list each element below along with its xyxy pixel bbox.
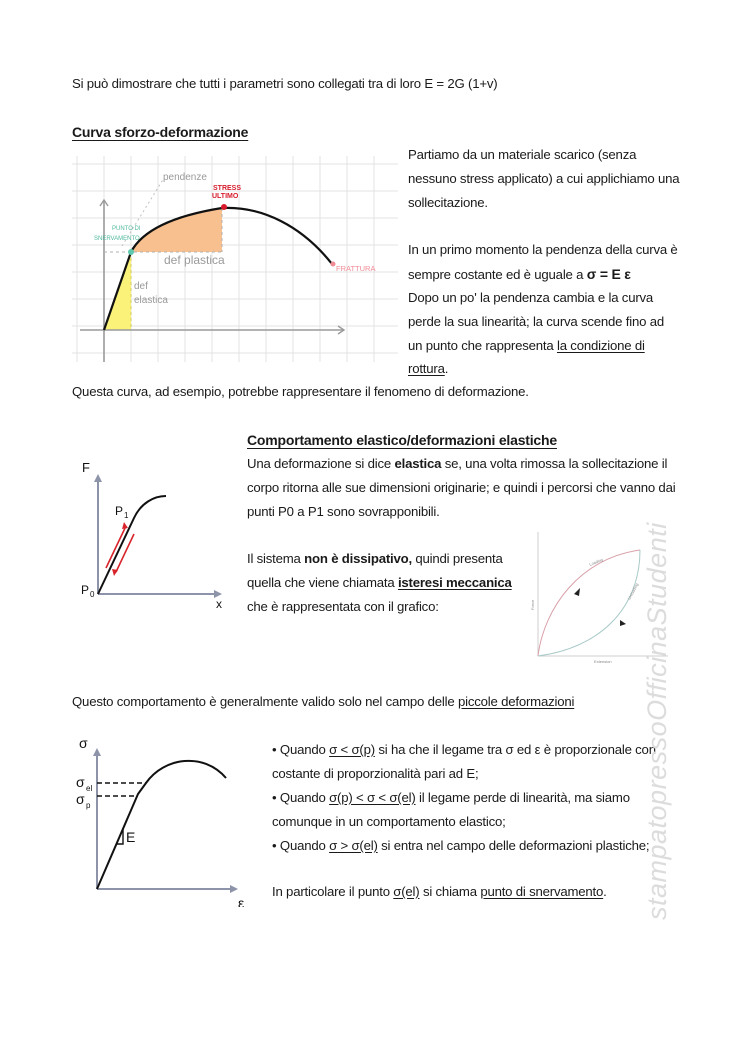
label-sigma-el-sub: el: [86, 784, 93, 793]
text: Una deformazione si dice: [247, 456, 395, 471]
paragraph-2-line-2: [408, 262, 631, 287]
text: quindi presenta: [411, 551, 503, 566]
elastic-line-6: che è rappresentata con il grafico:: [247, 599, 439, 614]
text: Il sistema: [247, 551, 305, 566]
text: • Quando: [272, 742, 330, 757]
label-force: Force: [530, 599, 535, 610]
label-p0-sub: 0: [90, 590, 95, 599]
text: In particolare il punto: [272, 884, 394, 899]
sigma-el-ref: σ(el): [393, 884, 420, 899]
paragraph-2-line-1: In un primo momento la pendenza della curva è: [408, 242, 678, 257]
text: si ha che il legame tra σ ed ε è proporzionale con: [374, 742, 656, 757]
bullet-2-line-1: [272, 786, 630, 810]
paragraph-2-line-3: Dopo un po' la pendenza cambia e la curva: [408, 290, 654, 305]
text: si chiama: [419, 884, 481, 899]
text: sempre costante ed è uguale a: [408, 267, 587, 282]
stress-strain-figure: [72, 156, 398, 362]
se-x-label: ε: [238, 895, 245, 907]
se-y-label: σ: [79, 735, 88, 751]
elastic-line-2: corpo ritorna alle sue dimensioni originarie; e quindi i percorsi che vanno dai: [247, 480, 676, 495]
label-snervamento: SNERVAMENTO: [94, 236, 140, 242]
paragraph-2-line-4: perde la sua linearità; la curva scende fino ad: [408, 314, 664, 329]
text: Questo comportamento è generalmente valido solo nel campo delle: [72, 694, 458, 709]
sigma-epsilon-figure: [74, 732, 254, 907]
label-extension: Extension: [594, 659, 612, 664]
text: quella che viene chiamata: [247, 575, 398, 590]
fx-y-label: F: [82, 460, 90, 475]
yield-point-line: [272, 880, 607, 904]
label-frattura: FRATTURA: [336, 264, 376, 273]
small-def-line: [72, 690, 574, 714]
label-pendenze: pendenze: [163, 172, 207, 183]
elastic-line-1: [247, 452, 667, 476]
elastic-line-5: [247, 571, 512, 595]
watermark: stampatopressoOfficinaStudenti: [642, 522, 672, 920]
label-loading: Loading: [588, 556, 604, 567]
closing-text: Questa curva, ad esempio, potrebbe rappresentare il fenomeno di deformazione.: [72, 384, 529, 399]
text: se, una volta rimossa la sollecitazione il: [441, 456, 668, 471]
bullet-1-line-2: costante di proporzionalità pari ad E;: [272, 766, 479, 781]
section-heading-stress-strain: Curva sforzo-deformazione: [72, 124, 249, 140]
link-punto-snervamento: punto di snervamento: [480, 884, 604, 899]
yield-point: [128, 249, 134, 255]
bold-elastica: elastica: [394, 456, 442, 471]
paragraph-1-line-1: Partiamo da un materiale scarico (senza: [408, 147, 637, 162]
label-def-plastica: def plastica: [164, 253, 225, 267]
bullet-3-line-1: [272, 834, 649, 858]
text: un punto che rappresenta: [408, 338, 557, 353]
text: .: [444, 361, 449, 376]
elastic-line-3: punti P0 a P1 sono sovrapponibili.: [247, 504, 440, 519]
fx-curve: [98, 496, 166, 594]
plastic-area: [131, 208, 222, 252]
label-def: def: [134, 281, 148, 292]
fracture-point: [331, 262, 336, 267]
link-piccole-deformazioni: piccole deformazioni: [458, 694, 575, 709]
label-p1: P: [115, 504, 124, 518]
label-unloading: Unloading: [626, 582, 640, 601]
label-p1-sub: 1: [124, 511, 129, 520]
fx-x-label: x: [216, 597, 222, 610]
label-sigma-p-sub: p: [86, 801, 91, 810]
formula-hooke: σ = E ε: [586, 266, 631, 282]
label-p0: P: [81, 583, 90, 597]
condition-3: σ > σ(el): [329, 838, 378, 853]
text: il legame perde di linearità, ma siamo: [415, 790, 630, 805]
ultimate-point: [221, 204, 227, 210]
label-elastica: elastica: [134, 295, 168, 306]
bullet-2-line-2: comunque in un comportamento elastico;: [272, 814, 506, 829]
force-displacement-figure: [76, 458, 236, 610]
label-slope-e: E: [126, 829, 136, 845]
paragraph-2-line-6: [408, 357, 448, 381]
condition-2: σ(p) < σ < σ(el): [329, 790, 416, 805]
link-condizione: la condizione di: [556, 338, 645, 353]
label-stress: STRESS: [213, 185, 242, 192]
bullet-1-line-1: [272, 738, 656, 762]
condition-1: σ < σ(p): [329, 742, 375, 757]
paragraph-1-line-3: sollecitazione.: [408, 195, 488, 210]
paragraph-1-line-2: nessuno stress applicato) a cui applichiamo una: [408, 171, 680, 186]
elastic-line-4: [247, 547, 503, 571]
section-heading-elastic: Comportamento elastico/deformazioni elastiche: [247, 432, 557, 448]
text: si entra nel campo delle deformazioni plastiche;: [377, 838, 650, 853]
text: .: [603, 884, 607, 899]
paragraph-2-line-5: [408, 334, 645, 358]
link-rottura: rottura: [408, 361, 445, 376]
link-isteresi: isteresi meccanica: [397, 575, 512, 590]
label-punto-di: PUNTO DI: [112, 226, 141, 232]
text: • Quando: [272, 838, 330, 853]
sigma-epsilon-curve: [97, 761, 226, 889]
label-ultimo: ULTIMO: [212, 193, 239, 200]
label-sigma-el: σ: [76, 774, 85, 790]
text: • Quando: [272, 790, 330, 805]
bold-non-dissipativo: non è dissipativo,: [304, 551, 412, 566]
label-sigma-p: σ: [76, 791, 85, 807]
intro-text: Si può dimostrare che tutti i parametri sono collegati tra di loro E = 2G (1+v): [72, 76, 498, 91]
